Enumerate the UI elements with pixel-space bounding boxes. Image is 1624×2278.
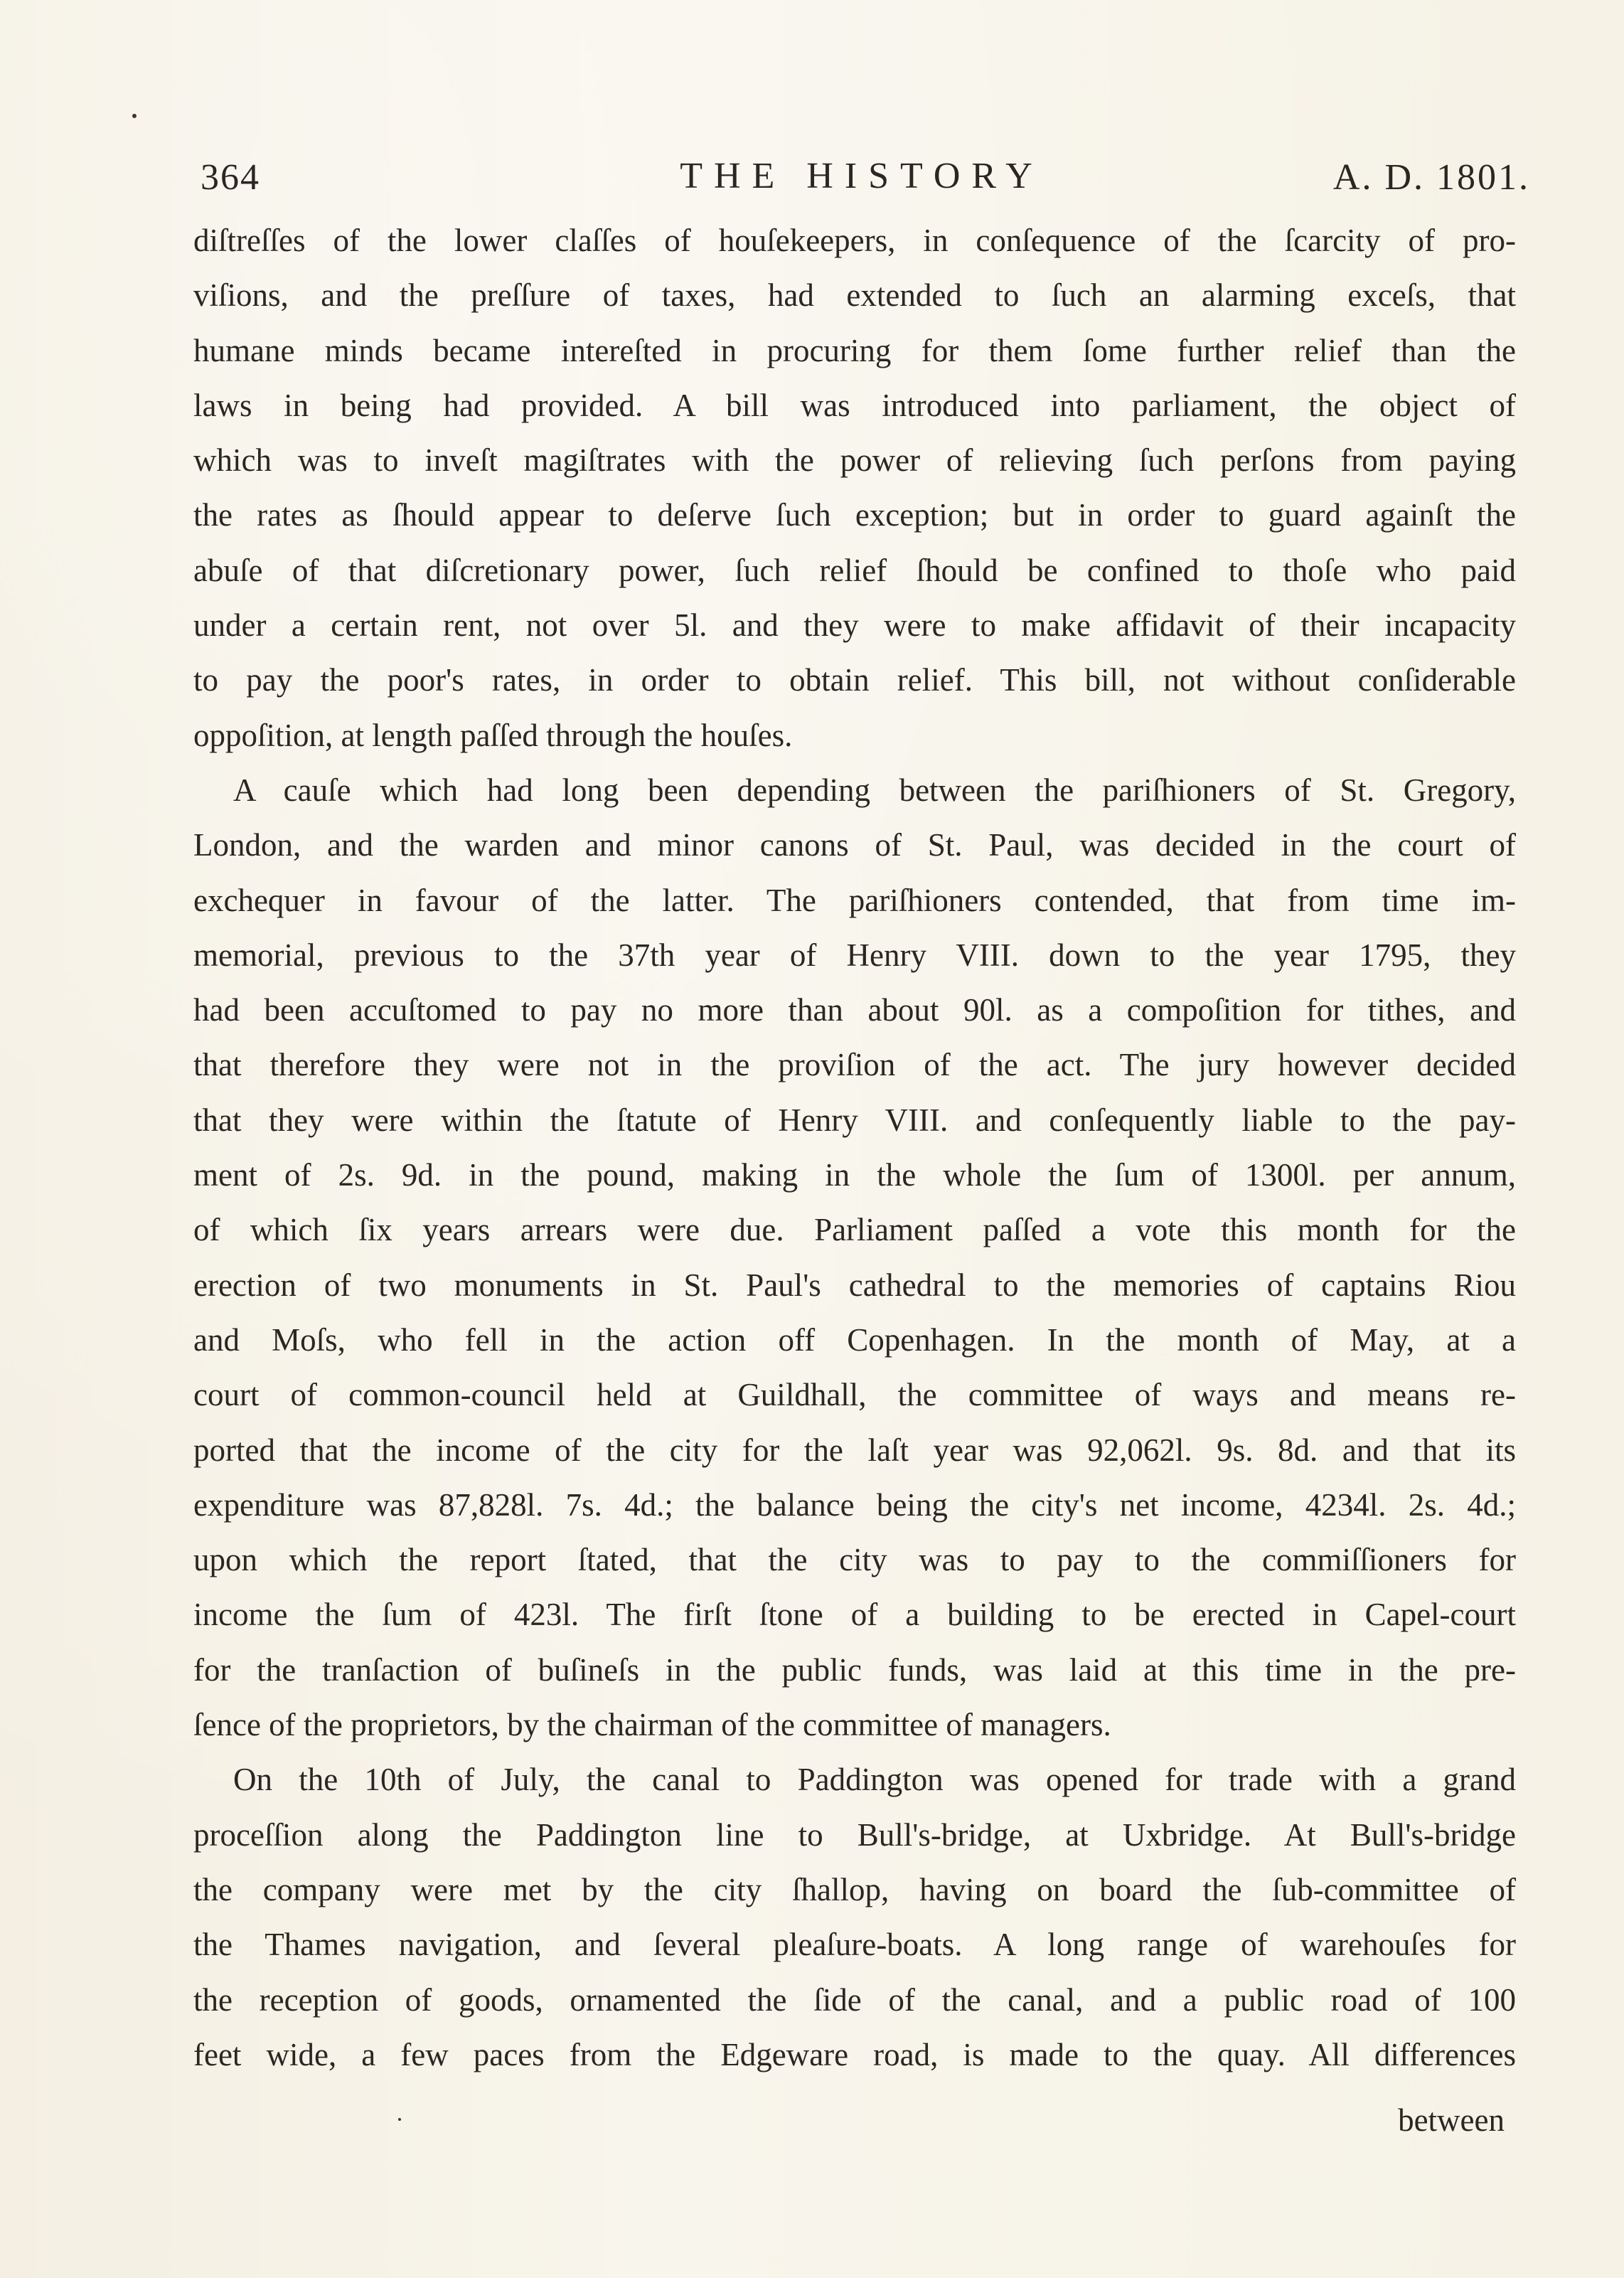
text-line: ported that the income of the city for the laſt year was 92,062l. 9s. 8d. and that its [193,1432,1516,1468]
text-line: and Moſs, who fell in the action off Copenhagen. In the month of May, at a [193,1321,1516,1358]
text-line: the rates as ſhould appear to deſerve ſuch exception; but in order to guard againſt the [193,497,1516,533]
text-line: expenditure was 87,828l. 7s. 4d.; the balance being the city's net income, 4234l. 2s. 4d.; [193,1486,1516,1523]
text-line: erection of two monuments in St. Paul's cathedral to the memories of captains Riou [193,1267,1516,1303]
page-number: 364 [201,157,260,198]
page-header [193,148,1530,198]
text-line: diſtreſſes of the lower claſſes of houſekeepers, in conſequence of the ſcarcity of pro- [193,223,1516,258]
paper-speck [398,2118,401,2121]
text-line: which was to inveſt magiſtrates with the power of relieving ſuch perſons from paying [193,442,1516,479]
text-line: to pay the poor's rates, in order to obtain relief. This bill, not without conſiderable [193,662,1516,698]
text-line: memorial, previous to the 37th year of Henry VIII. down to the year 1795, they [193,937,1516,973]
running-title: THE HISTORY [680,156,1044,196]
text-line: that therefore they were not in the proviſion of the act. The jury however decided [193,1047,1516,1083]
text-line: the reception of goods, ornamented the ſide of the canal, and a public road of 100 [193,1981,1516,2018]
catchword: between [1398,2102,1505,2138]
text-line: under a certain rent, not over 5l. and they were to make affidavit of their incapacity [193,607,1516,644]
text-line: London, and the warden and minor canons of St. Paul, was decided in the court of [193,827,1516,863]
text-line: income the ſum of 423l. The firſt ſtone of a building to be erected in Capel-court [193,1597,1516,1633]
text-line: had been accuſtomed to pay no more than about 90l. as a compoſition for tithes, and [193,992,1516,1028]
header-date: A. D. 1801. [1332,157,1530,198]
text-line: of which ſix years arrears were due. Parliament paſſed a vote this month for the [193,1212,1516,1248]
paper-speck [132,114,137,118]
text-line: abuſe of that diſcretionary power, ſuch relief ſhould be confined to thoſe who paid [193,552,1516,588]
text-line: that they were within the ſtatute of Henry VIII. and conſequently liable to the pay- [193,1102,1516,1138]
text-line: proceſſion along the Paddington line to Bull's-bridge, at Uxbridge. At Bull's-bridge [193,1816,1516,1853]
text-line: the Thames navigation, and ſeveral pleaſure-boats. A long range of warehouſes for [193,1927,1516,1963]
text-line: for the tranſaction of buſineſs in the public funds, was laid at this time in the pre- [193,1651,1516,1688]
text-line: oppoſition, at length paſſed through the houſes. [193,717,793,753]
text-line: ſence of the proprietors, by the chairman of the committee of managers. [193,1707,1111,1743]
text-line: laws in being had provided. A bill was introduced into parliament, the object of [193,387,1516,423]
text-line: humane minds became intereſted in procuring for them ſome further relief than the [193,332,1516,368]
text-line: exchequer in favour of the latter. The pariſhioners contended, that from time im- [193,882,1516,918]
text-line: ment of 2s. 9d. in the pound, making in the whole the ſum of 1300l. per annum, [193,1157,1516,1193]
text-line: A cauſe which had long been depending between the pariſhioners of St. Gregory, [233,772,1516,808]
text-line: viſions, and the preſſure of taxes, had extended to ſuch an alarming exceſs, that [193,277,1516,314]
body-text [193,213,1516,2082]
text-line: On the 10th of July, the canal to Paddington was opened for trade with a grand [233,1762,1516,1798]
text-line: upon which the report ſtated, that the city was to pay to the commiſſioners for [193,1542,1516,1578]
text-line: feet wide, a few paces from the Edgeware road, is made to the quay. All differences [193,2036,1516,2072]
text-line: the company were met by the city ſhallop, having on board the ſub-committee of [193,1871,1516,1907]
text-line: court of common-council held at Guildhall, the committee of ways and means re- [193,1377,1516,1413]
